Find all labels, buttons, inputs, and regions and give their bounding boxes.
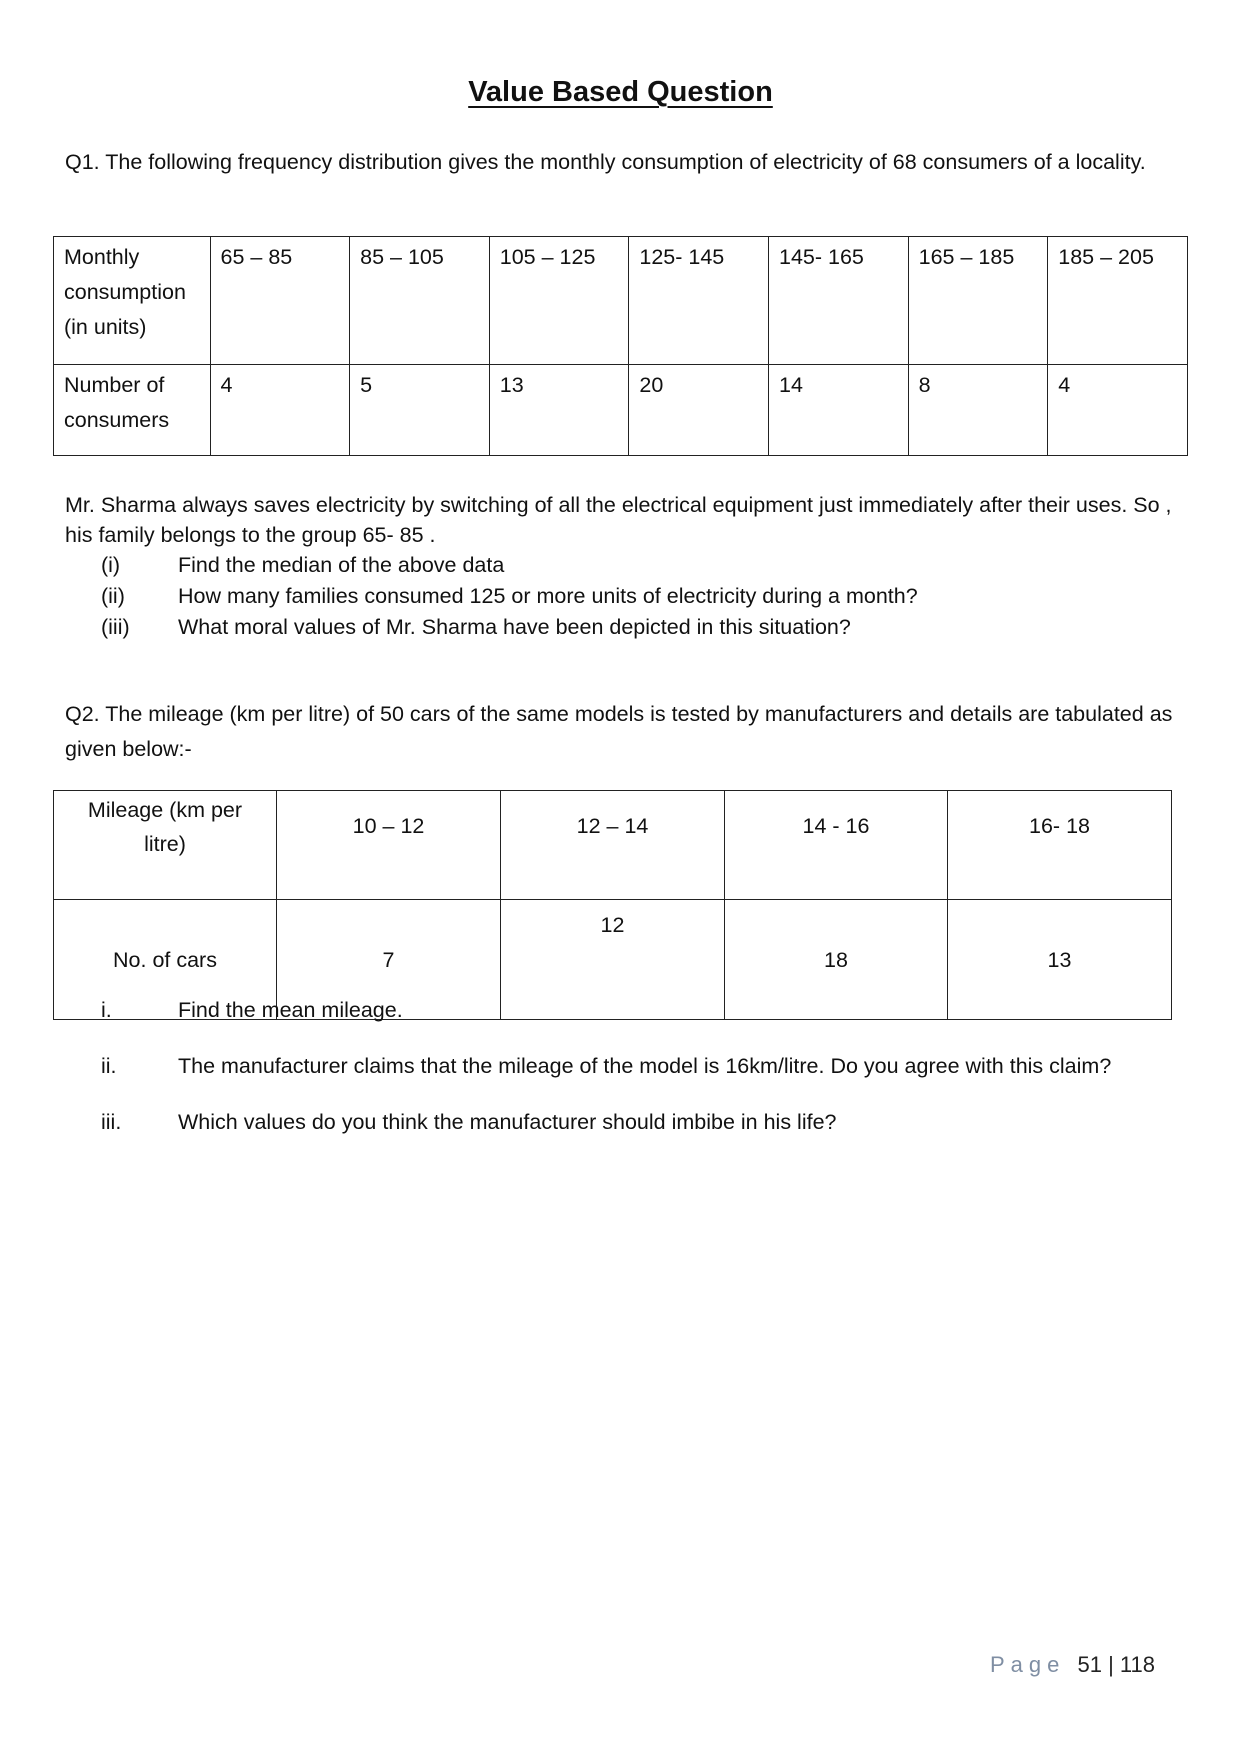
q1-frequency-table: [53, 236, 1188, 456]
range-cell: 65 – 85: [210, 237, 350, 365]
row-header-mileage: [54, 791, 277, 900]
page-title: Value Based Question: [468, 76, 773, 108]
q2-subquestion-list: [101, 993, 1158, 1161]
list-item: [101, 550, 918, 581]
count-cell: 14: [769, 365, 909, 456]
range-cell: 145- 165: [769, 237, 909, 365]
range-cell: 185 – 205: [1048, 237, 1188, 365]
list-text: Find the median of the above data: [178, 553, 505, 577]
header-line: Mileage (km per: [87, 798, 243, 822]
range-cell: 125- 145: [629, 237, 769, 365]
header-line: Monthly: [64, 245, 140, 269]
list-text: Which values do you think the manufacturer should imbibe in his life?: [178, 1110, 837, 1134]
table-row: [54, 365, 1188, 456]
page-separator: |: [1108, 1652, 1114, 1677]
q2-intro: Q2. The mileage (km per litre) of 50 cars of the same models is tested by manufacturers and details are tabulated as given below:-: [65, 702, 1173, 761]
q1-scenario: Mr. Sharma always saves electricity by switching of all the electrical equipment just immediately after their uses. So , his family belongs to the group 65- 85 .: [65, 493, 1172, 547]
list-item: [101, 1105, 1158, 1140]
page-word: Page: [989, 1652, 1066, 1677]
count-cell: 4: [1048, 365, 1188, 456]
row-header-number-of-consumers: [54, 365, 211, 456]
list-number: (ii): [101, 584, 125, 608]
q1-subquestion-list: [101, 550, 918, 643]
list-number: ii.: [101, 1054, 117, 1078]
header-line: consumers: [64, 408, 170, 432]
table-row: [54, 237, 1188, 365]
row-header-monthly-consumption: [54, 237, 211, 365]
count-cell: 20: [629, 365, 769, 456]
page-footer: [990, 1652, 1155, 1678]
row-header-no-of-cars: No. of cars: [54, 900, 277, 1020]
count-cell: 5: [350, 365, 490, 456]
count-cell: 12: [501, 900, 725, 1020]
header-line: consumption: [64, 280, 186, 304]
q1-intro: Q1. The following frequency distribution gives the monthly consumption of electricity of 68 consumers of a locality.: [65, 150, 1146, 174]
list-item: [101, 993, 1158, 1028]
list-number: (iii): [101, 615, 130, 639]
list-text: How many families consumed 125 or more units of electricity during a month?: [178, 584, 918, 608]
list-text: What moral values of Mr. Sharma have been depicted in this situation?: [178, 615, 851, 639]
range-cell: 105 – 125: [489, 237, 629, 365]
range-cell: 85 – 105: [350, 237, 490, 365]
q2-mileage-table: [53, 790, 1172, 1020]
count-cell: 7: [277, 900, 501, 1020]
range-cell: 14 - 16: [725, 791, 948, 900]
list-item: [101, 612, 918, 643]
total-pages: 118: [1119, 1652, 1155, 1677]
list-item: [101, 1049, 1158, 1084]
list-item: [101, 581, 918, 612]
table-row: [54, 791, 1172, 900]
page-number: 51: [1077, 1652, 1102, 1677]
header-line: litre): [144, 832, 186, 856]
header-line: (in units): [64, 315, 147, 339]
count-cell: 8: [908, 365, 1048, 456]
range-cell: 165 – 185: [908, 237, 1048, 365]
header-line: Number of: [64, 373, 165, 397]
range-cell: 16- 18: [948, 791, 1172, 900]
list-text: The manufacturer claims that the mileage of the model is 16km/litre. Do you agree with this claim?: [178, 1054, 1112, 1078]
count-cell: 18: [725, 900, 948, 1020]
range-cell: 12 – 14: [501, 791, 725, 900]
range-cell: 10 – 12: [277, 791, 501, 900]
count-cell: 13: [948, 900, 1172, 1020]
list-text: Find the mean mileage.: [178, 998, 403, 1022]
list-number: i.: [101, 998, 112, 1022]
count-cell: 13: [489, 365, 629, 456]
list-number: (i): [101, 553, 121, 577]
count-cell: 4: [210, 365, 350, 456]
list-number: iii.: [101, 1110, 122, 1134]
